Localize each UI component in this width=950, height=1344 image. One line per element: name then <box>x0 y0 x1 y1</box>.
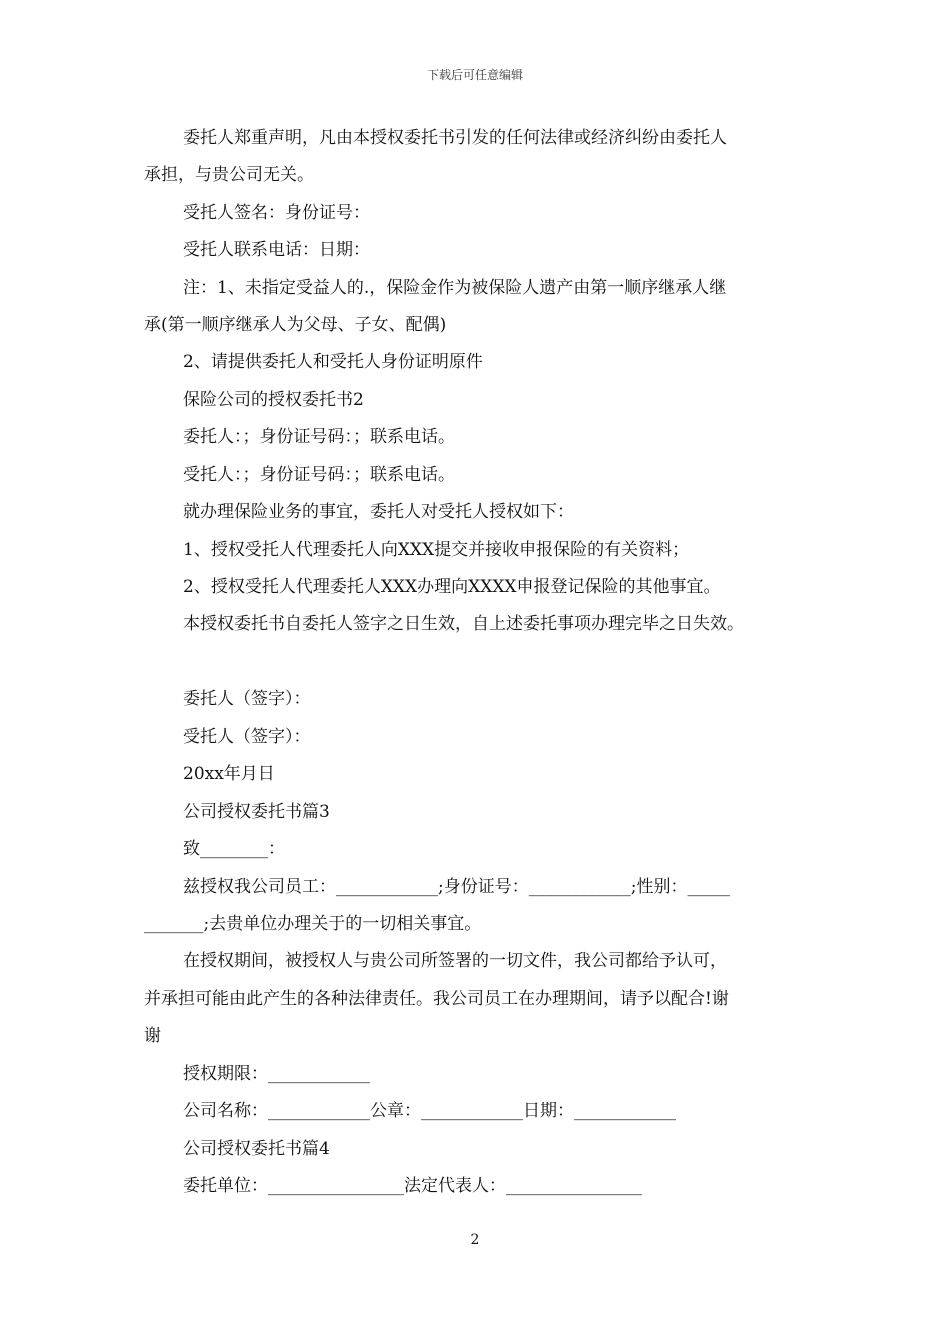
authorization-period-line: 授权期限：____________ <box>183 1064 370 1084</box>
principal-signature-line: 委托人（签字）： <box>183 689 311 709</box>
declaration-line-1: 委托人郑重声明，凡由本授权委托书引发的任何法律或经济纠纷由委托人 <box>183 128 727 148</box>
entrusting-unit-line: 委托单位：________________法定代表人：________________ <box>183 1176 642 1196</box>
trustee-phone-line: 受托人联系电话：日期： <box>183 240 370 260</box>
employee-info-line-2: _______;去贵单位办理关于的一切相关事宜。 <box>144 914 482 934</box>
section-title-3: 公司授权委托书篇3 <box>183 802 330 822</box>
authorization-intro: 就办理保险业务的事宜，委托人对受托人授权如下： <box>183 502 574 522</box>
company-info-line: 公司名称：____________公章：____________日期：____________ <box>183 1101 676 1121</box>
validity-line: 本授权委托书自委托人签字之日生效，自上述委托事项办理完毕之日失效。 <box>183 614 744 634</box>
declaration-line-2: 承担，与贵公司无关。 <box>144 165 314 185</box>
section-title-2: 保险公司的授权委托书2 <box>183 390 364 410</box>
agent-signature-line: 受托人（签字）： <box>183 727 311 747</box>
principal-info-line: 委托人：；身份证号码：；联系电话。 <box>183 427 455 447</box>
addressee-line: 致________： <box>183 839 285 859</box>
trustee-signature-line: 受托人签名：身份证号： <box>183 203 370 223</box>
page-number: 2 <box>470 1232 480 1248</box>
responsibility-line-3: 谢 <box>144 1026 161 1046</box>
authorization-item-1: 1、授权受托人代理委托人向XXX提交并接收申报保险的有关资料； <box>183 540 690 560</box>
page-header: 下载后可任意编辑 <box>426 68 523 82</box>
note-item-2: 2、请提供委托人和受托人身份证明原件 <box>183 352 483 372</box>
employee-info-line-1: 兹授权我公司员工：____________;身份证号：____________;性别：_____ <box>183 877 730 897</box>
note-line-2: 承(第一顺序继承人为父母、子女、配偶) <box>144 315 447 335</box>
note-line-1: 注：1、未指定受益人的.，保险金作为被保险人遗产由第一顺序继承人继 <box>183 278 727 298</box>
date-line: 20xx年月日 <box>183 764 275 784</box>
authorization-item-2: 2、授权受托人代理委托人XXX办理向XXXX申报登记保险的其他事宜。 <box>183 577 721 597</box>
responsibility-line-2: 并承担可能由此产生的各种法律责任。我公司员工在办理期间，请予以配合!谢 <box>144 989 729 1009</box>
agent-info-line: 受托人：；身份证号码：；联系电话。 <box>183 465 455 485</box>
section-title-4: 公司授权委托书篇4 <box>183 1139 330 1159</box>
responsibility-line-1: 在授权期间，被授权人与贵公司所签署的一切文件，我公司都给予认可， <box>183 951 727 971</box>
